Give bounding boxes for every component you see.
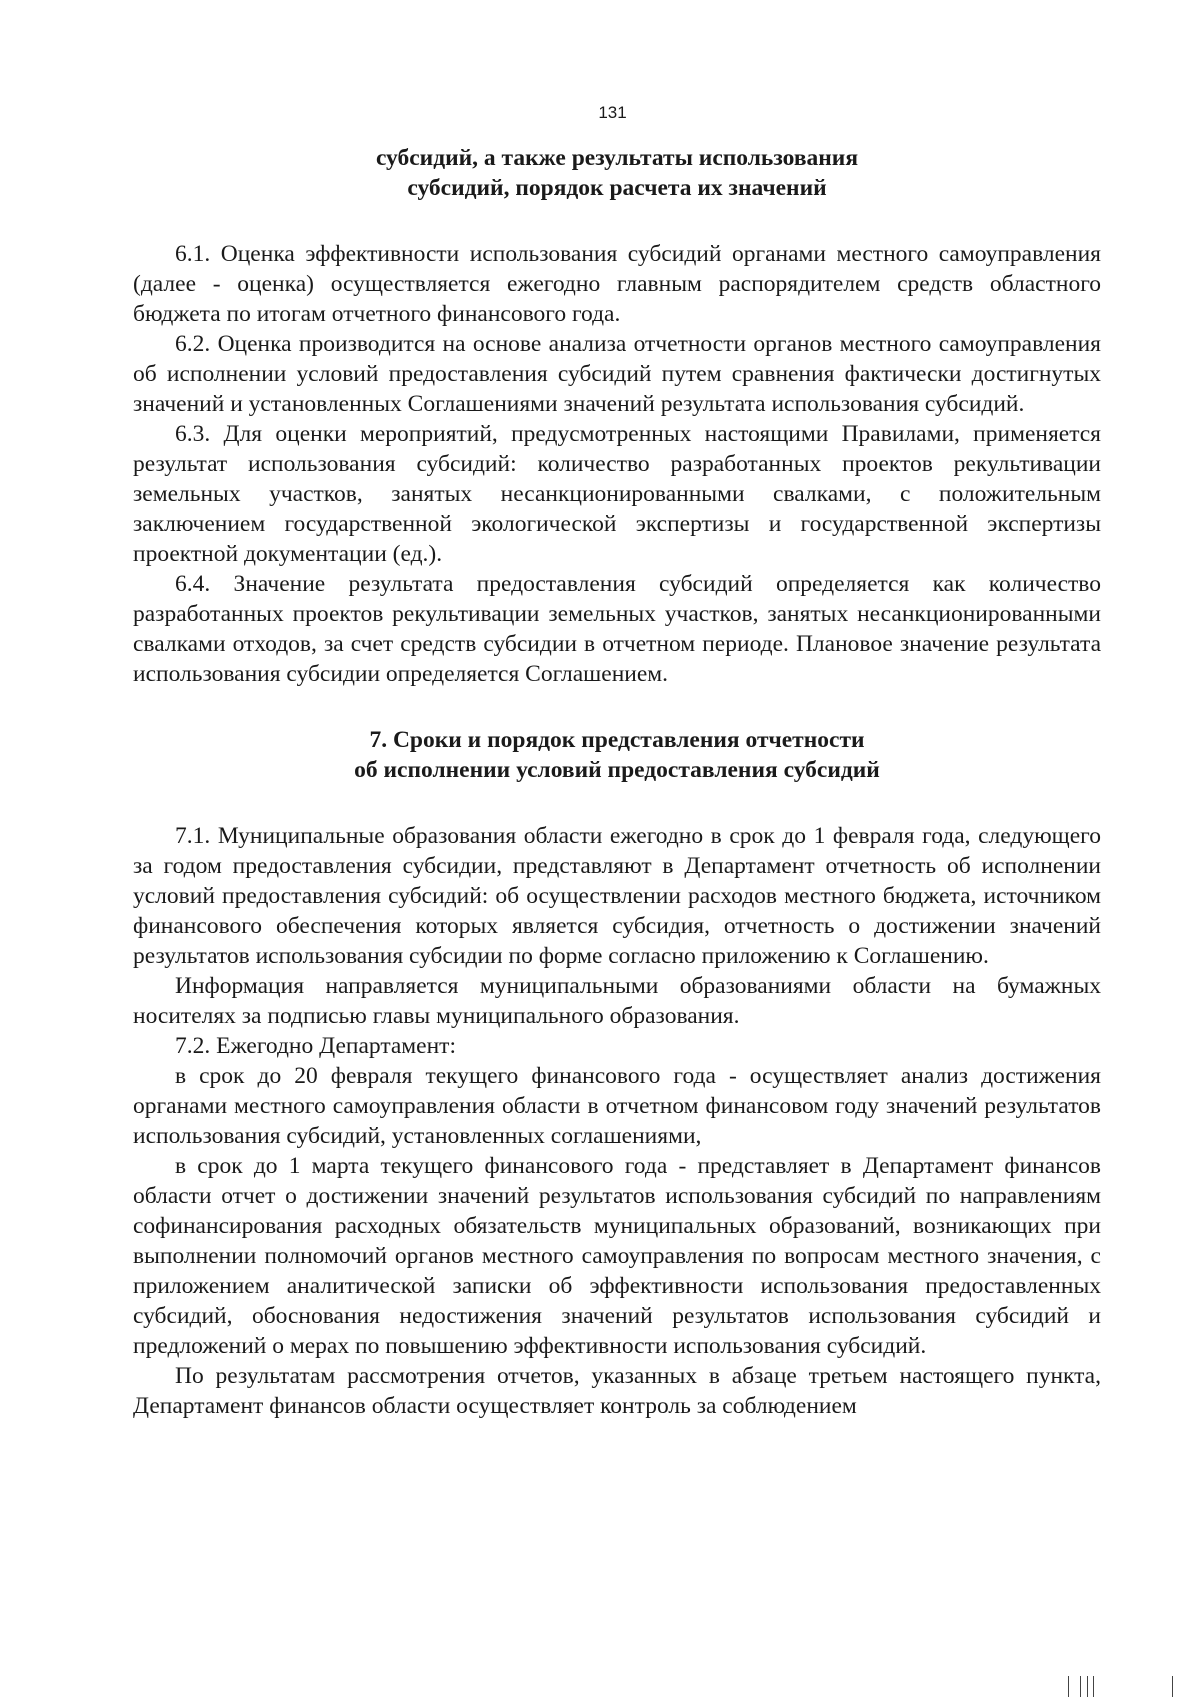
section-6-heading-line: субсидий, а также результаты использования — [375, 145, 859, 171]
paragraph-deadline-mar-1: в срок до 1 марта текущего финансового года - представляет в Департамент финансов области отчет о достижении значений результатов использования субсидий по направлениям софинансирования расходных обязательств муниципальных образований, возникающих при выполнении полномочий органов местного самоуправления по вопросам местного значения, с приложением аналитической записки об эффективности использования предоставленных субсидий, обоснования недостижения значений результатов использования субсидий и предложений о мерах по повышению эффективности использования субсидий. — [133, 1153, 1101, 1359]
paragraph-7-1: 7.1. Муниципальные образования области ежегодно в срок до 1 февраля года, следующего за годом предоставления субсидии, представляют в Департамент отчетность об исполнении условий предоставления субсидий: об осуществлении расходов местного бюджета, источником финансового обеспечения которых является субсидия, отчетность о достижении значений результатов использования субсидии по форме согласно приложению к Соглашению. — [133, 823, 1101, 969]
scan-mark — [1172, 1676, 1173, 1697]
scan-mark — [1068, 1676, 1069, 1697]
scan-mark — [1087, 1676, 1088, 1697]
section-6-heading — [133, 143, 1101, 203]
section-7-heading-line: 7. Сроки и порядок представления отчетности — [369, 727, 865, 753]
paragraph-information: Информация направляется муниципальными образованиями области на бумажных носителях за подписью главы муниципального образования. — [133, 973, 1101, 1029]
paragraph-6-4: 6.4. Значение результата предоставления субсидий определяется как количество разработанных проектов рекультивации земельных участков, занятых несанкционированными свалками отходов, за счет средств субсидии в отчетном периоде. Плановое значение результата использования субсидии определяется Соглашением. — [133, 571, 1101, 687]
paragraph-control: По результатам рассмотрения отчетов, указанных в абзаце третьем настоящего пункта, Департамент финансов области осуществляет контроль за соблюдением — [133, 1363, 1101, 1419]
paragraph-6-2: 6.2. Оценка производится на основе анализа отчетности органов местного самоуправления об исполнении условий предоставления субсидий путем сравнения фактически достигнутых значений и установленных Соглашениями значений результата использования субсидий. — [133, 331, 1101, 417]
scan-mark — [1093, 1676, 1094, 1697]
paragraph-deadline-feb-20: в срок до 20 февраля текущего финансового года - осуществляет анализ достижения органами местного самоуправления области в отчетном финансовом году значений результатов использования субсидий, установленных соглашениями, — [133, 1063, 1101, 1149]
paragraph-6-3: 6.3. Для оценки мероприятий, предусмотренных настоящими Правилами, применяется результат использования субсидий: количество разработанных проектов рекультивации земельных участков, занятых несанкционированными свалками, с положительным заключением государственной экологической экспертизы и государственной экспертизы проектной документации (ед.). — [133, 421, 1101, 567]
paragraph-7-2: 7.2. Ежегодно Департамент: — [175, 1033, 456, 1059]
paragraph-6-1: 6.1. Оценка эффективности использования субсидий органами местного самоуправления (далее - оценка) осуществляется ежегодно главным распорядителем средств областного бюджета по итогам отчетного финансового года. — [133, 241, 1101, 327]
section-6-heading-line: субсидий, порядок расчета их значений — [407, 175, 827, 201]
page-content — [133, 143, 1101, 1421]
section-7-heading-line: об исполнении условий предоставления субсидий — [354, 757, 880, 783]
scan-mark — [1080, 1676, 1081, 1697]
scan-edge-marks — [1068, 1676, 1200, 1697]
section-7-heading — [133, 725, 1101, 785]
page-number: 131 — [598, 103, 627, 122]
